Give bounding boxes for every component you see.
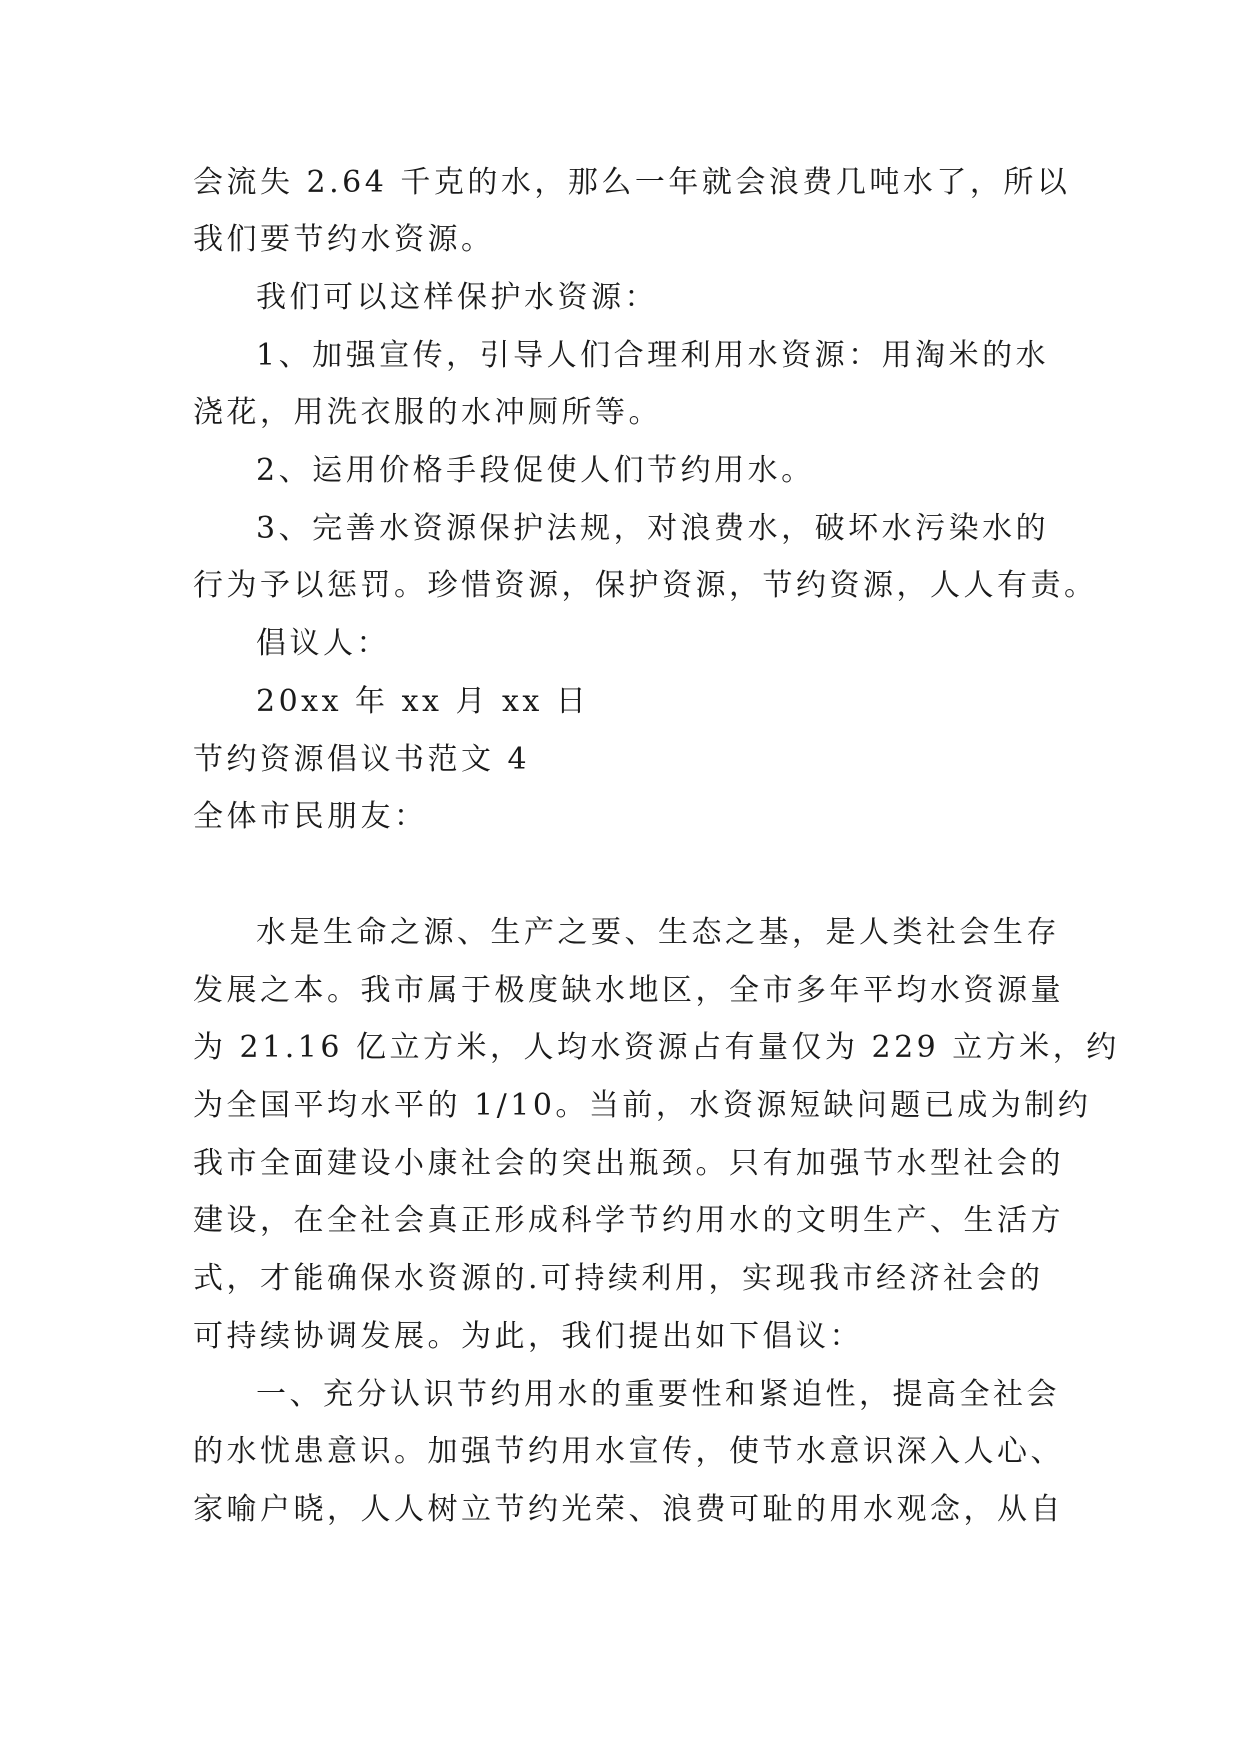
list-item: 1、加强宣传，引导人们合理利用水资源：用淘米的水 [256, 338, 1050, 373]
paragraph-line: 我市全面建设小康社会的突出瓶颈。只有加强节水型社会的 [193, 1146, 1064, 1181]
paragraph-line: 式，才能确保水资源的.可持续利用，实现我市经济社会的 [193, 1261, 1044, 1296]
list-item: 2、运用价格手段促使人们节约用水。 [256, 453, 815, 488]
date-line: 20xx 年 xx 月 xx 日 [256, 684, 590, 719]
paragraph-line: 发展之本。我市属于极度缺水地区，全市多年平均水资源量 [193, 973, 1064, 1008]
paragraph-line: 行为予以惩罚。珍惜资源，保护资源，节约资源，人人有责。 [193, 568, 1098, 603]
paragraph-line: 建设，在全社会真正形成科学节约用水的文明生产、生活方 [193, 1203, 1064, 1238]
list-item: 一、充分认识节约用水的重要性和紧迫性，提高全社会 [256, 1377, 1060, 1412]
salutation: 全体市民朋友： [193, 799, 428, 834]
section-title: 节约资源倡议书范文 4 [193, 742, 531, 777]
paragraph-line: 为全国平均水平的 1/10。当前，水资源短缺问题已成为制约 [193, 1088, 1092, 1123]
paragraph-line: 可持续协调发展。为此，我们提出如下倡议： [193, 1319, 863, 1354]
paragraph-line: 为 21.16 亿立方米，人均水资源占有量仅为 229 立方米，约 [193, 1030, 1120, 1065]
list-item: 3、完善水资源保护法规，对浪费水，破坏水污染水的 [256, 511, 1050, 546]
paragraph-line: 水是生命之源、生产之要、生态之基，是人类社会生存 [256, 915, 1060, 950]
paragraph-line: 浇花，用洗衣服的水冲厕所等。 [193, 395, 662, 430]
paragraph-line: 会流失 2.64 千克的水，那么一年就会浪费几吨水了，所以 [193, 165, 1071, 200]
paragraph-line: 我们要节约水资源。 [193, 222, 495, 257]
paragraph-line: 家喻户晓，人人树立节约光荣、浪费可耻的用水观念，从自 [193, 1492, 1064, 1527]
paragraph-line: 我们可以这样保护水资源： [256, 280, 658, 315]
signature-label: 倡议人： [256, 626, 390, 661]
paragraph-line: 的水忧患意识。加强节约用水宣传，使节水意识深入人心、 [193, 1434, 1064, 1469]
